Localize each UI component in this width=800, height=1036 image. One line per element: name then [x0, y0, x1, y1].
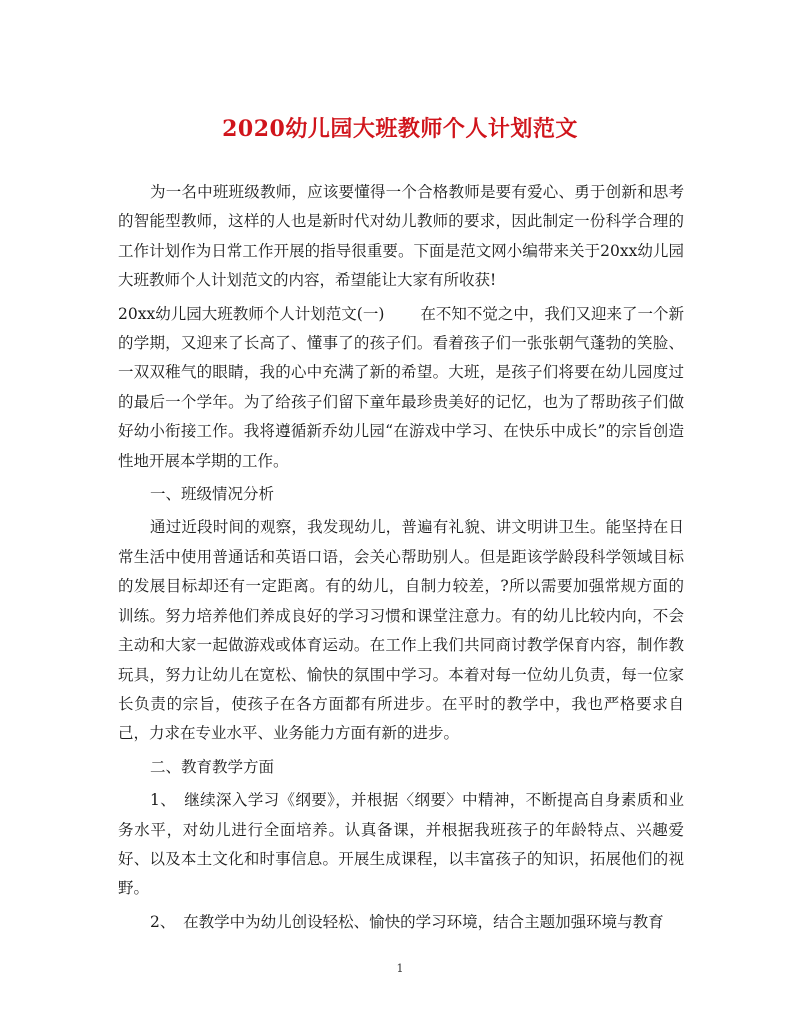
document-body — [118, 178, 684, 937]
intro-paragraph: 为一名中班班级教师，应该要懂得一个合格教师是要有爱心、勇于创新和思考的智能型教师，这样的人也是新时代对幼儿教师的要求，因此制定一份科学合理的工作计划作为日常工作开展的指导很重要。下面是范文网小编带来关于20xx幼儿园大班教师个人计划范文的内容，希望能让大家有所收获! — [118, 183, 684, 290]
section-heading-class-analysis: 一、班级情况分析 — [150, 485, 275, 504]
teaching-item-1: 1、 继续深入学习《纲要》，并根据〈纲要〉中精神，不断提高自身素质和业务水平，对幼儿进行全面培养。认真备课，并根据我班孩子的年龄特点、兴趣爱好、以及本土文化和时事信息。开展生成课程，以丰富孩子的知识，拓展他们的视野。 — [118, 791, 684, 898]
document-title: 2020幼儿园大班教师个人计划范文 — [222, 116, 578, 142]
section-class-analysis-body: 通过近段时间的观察，我发现幼儿，普遍有礼貌、讲文明讲卫生。能坚持在日常生活中使用普通话和英语口语，会关心帮助别人。但是距该学龄段科学领域目标的发展目标却还有一定距离。有的幼儿，自制力较差，?所以需要加强常规方面的训练。努力培养他们养成良好的学习习惯和课堂注意力。有的幼儿比较内向，不会主动和大家一起做游戏或体育运动。在工作上我们共同商讨教学保育内容，制作教玩具，努力让幼儿在宽松、愉快的氛围中学习。本着对每一位幼儿负责，每一位家长负责的宗旨，使孩子在各方面都有所进步。在平时的教学中，我也严格要求自己，力求在专业水平、业务能力方面有新的进步。 — [118, 518, 684, 743]
page-number: 1 — [396, 962, 404, 975]
article-opening-text: 在不知不觉之中，我们又迎来了一个新的学期，又迎来了长高了、懂事了的孩子们。看着孩子们一张张朝气蓬勃的笑脸、一双双稚气的眼睛，我的心中充满了新的希望。大班，是孩子们将要在幼儿园度过的最后一个学年。为了给孩子们留下童年最珍贵美好的记忆，也为了帮助孩子们做好幼小衔接工作。我将遵循新乔幼儿园“在游戏中学习、在快乐中成长”的宗旨创造性地开展本学期的工作。 — [118, 304, 684, 470]
article-label: 20xx幼儿园大班教师个人计划范文(一) — [118, 304, 385, 323]
teaching-item-2: 2、 在教学中为幼儿创设轻松、愉快的学习环境，结合主题加强环境与教育 — [150, 912, 664, 931]
article-first-paragraph — [118, 300, 684, 476]
section-heading-teaching: 二、教育教学方面 — [150, 757, 275, 776]
